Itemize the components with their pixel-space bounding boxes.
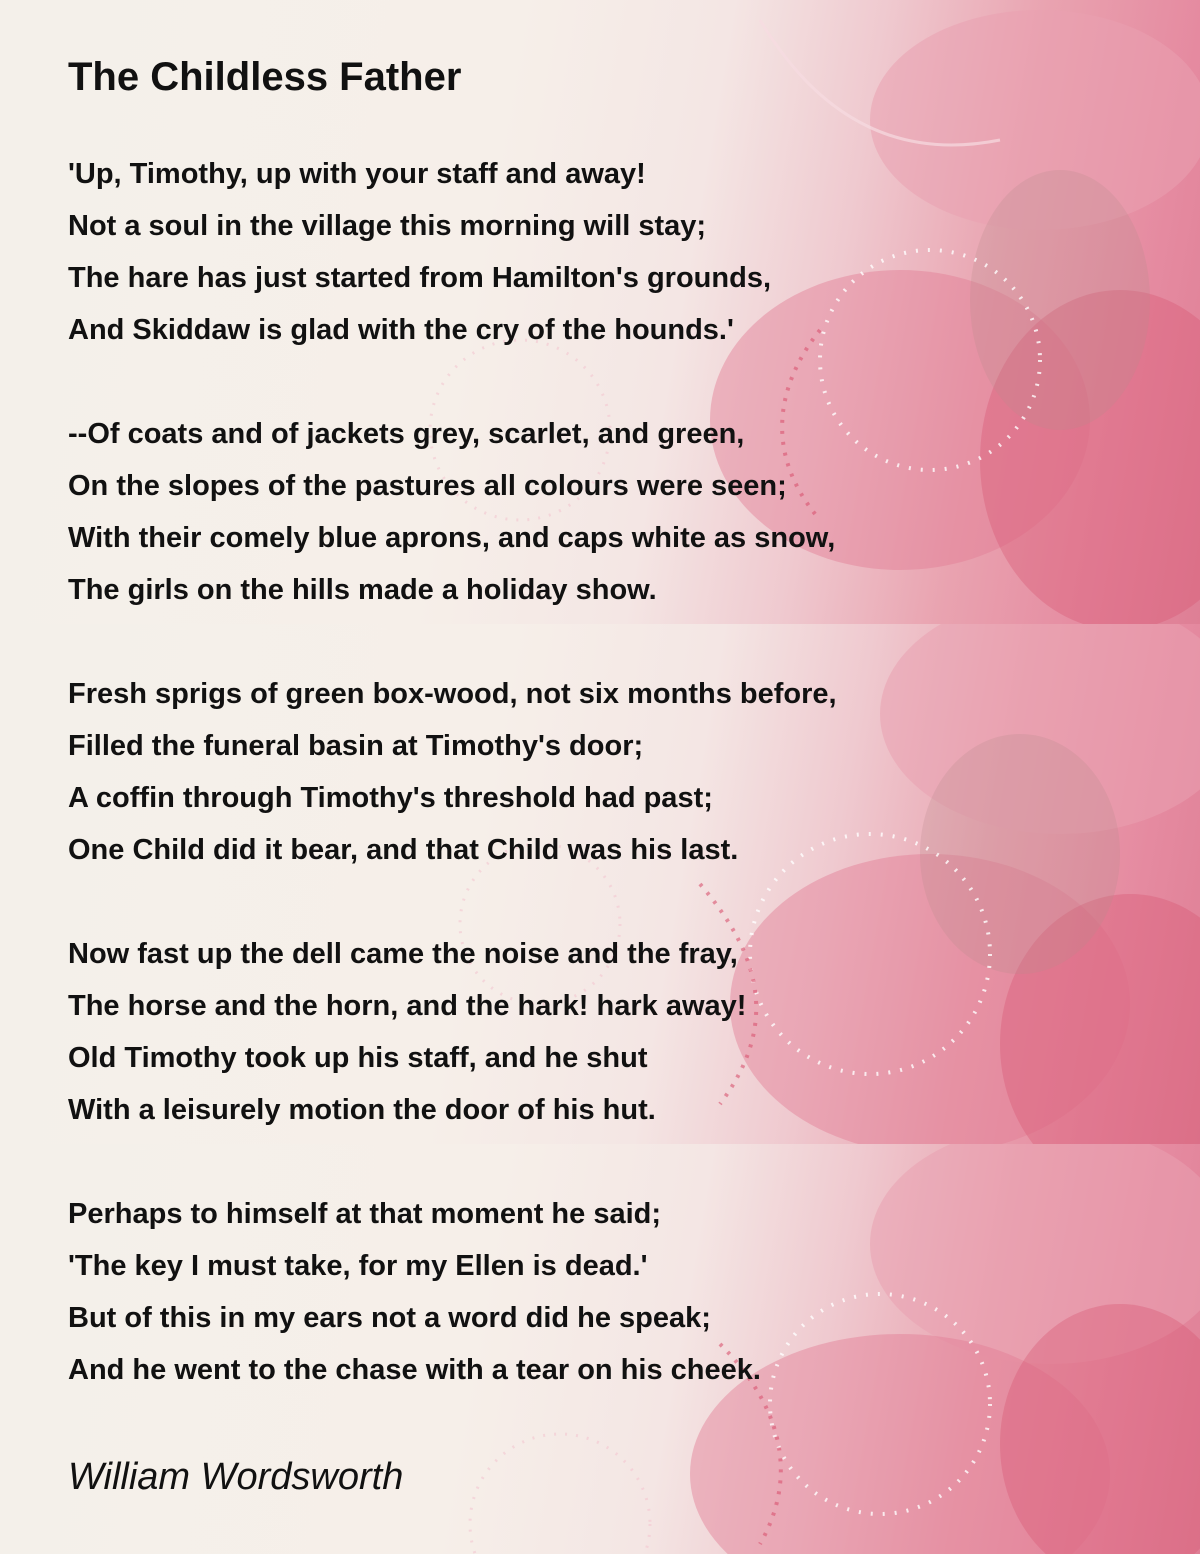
poem-body — [68, 148, 1068, 1448]
poem-line: Perhaps to himself at that moment he said; — [68, 1198, 661, 1230]
poem-line: And he went to the chase with a tear on his cheek. — [68, 1354, 761, 1386]
poem-line: Fresh sprigs of green box-wood, not six months before, — [68, 678, 837, 710]
poem-line: Now fast up the dell came the noise and the fray, — [68, 938, 738, 970]
stanza — [68, 148, 1068, 356]
poem-line: 'The key I must take, for my Ellen is dead.' — [68, 1250, 648, 1282]
poem-line: And Skiddaw is glad with the cry of the hounds.' — [68, 314, 734, 346]
stanza — [68, 1188, 1068, 1396]
poem-line: With a leisurely motion the door of his hut. — [68, 1094, 656, 1126]
poem-line: The girls on the hills made a holiday show. — [68, 574, 657, 606]
poem-title: The Childless Father — [68, 55, 462, 99]
stanza — [68, 408, 1068, 616]
author-name: William Wordsworth — [68, 1456, 404, 1498]
poem-line: The horse and the horn, and the hark! hark away! — [68, 990, 747, 1022]
poem-line: On the slopes of the pastures all colours were seen; — [68, 470, 787, 502]
poem-line: Filled the funeral basin at Timothy's door; — [68, 730, 644, 762]
poem-line: A coffin through Timothy's threshold had past; — [68, 782, 713, 814]
poem-line: Old Timothy took up his staff, and he shut — [68, 1042, 648, 1074]
poem-line: One Child did it bear, and that Child was his last. — [68, 834, 739, 866]
poem-line: With their comely blue aprons, and caps white as snow, — [68, 522, 836, 554]
poem-line: 'Up, Timothy, up with your staff and away! — [68, 158, 646, 190]
stanza — [68, 668, 1068, 876]
poem-line: Not a soul in the village this morning will stay; — [68, 210, 707, 242]
stanza — [68, 928, 1068, 1136]
poem-line: --Of coats and of jackets grey, scarlet, and green, — [68, 418, 745, 450]
poem-line: The hare has just started from Hamilton's grounds, — [68, 262, 772, 294]
poem-line: But of this in my ears not a word did he speak; — [68, 1302, 711, 1334]
